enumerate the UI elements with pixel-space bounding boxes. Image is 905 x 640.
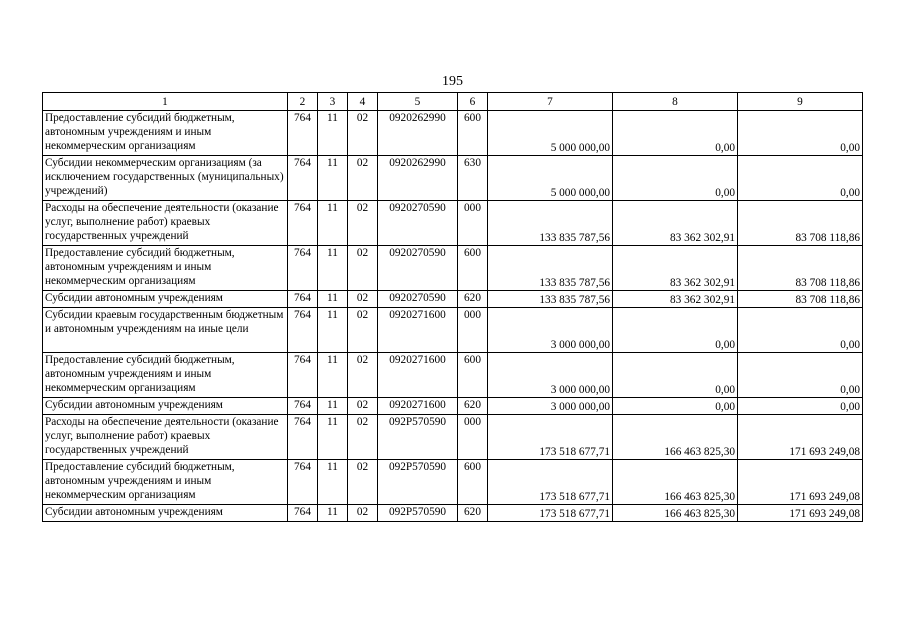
amount-col-9: 171 693 249,08 <box>738 505 863 522</box>
amount-col-7: 5 000 000,00 <box>488 156 613 201</box>
code-target-article: 092P570590 <box>378 415 458 460</box>
code-section: 11 <box>318 505 348 522</box>
code-subsection: 02 <box>348 111 378 156</box>
amount-col-8: 166 463 825,30 <box>613 505 738 522</box>
code-section: 11 <box>318 156 348 201</box>
code-expense-type: 600 <box>458 111 488 156</box>
table-row <box>43 460 863 505</box>
amount-col-7: 3 000 000,00 <box>488 308 613 353</box>
row-description: Субсидии автономным учреждениям <box>43 291 288 308</box>
amount-col-9: 83 708 118,86 <box>738 291 863 308</box>
code-ministry: 764 <box>288 505 318 522</box>
code-ministry: 764 <box>288 398 318 415</box>
amount-col-9: 83 708 118,86 <box>738 246 863 291</box>
code-subsection: 02 <box>348 291 378 308</box>
code-section: 11 <box>318 246 348 291</box>
code-target-article: 0920271600 <box>378 308 458 353</box>
amount-col-8: 0,00 <box>613 398 738 415</box>
code-target-article: 092P570590 <box>378 460 458 505</box>
amount-col-8: 83 362 302,91 <box>613 291 738 308</box>
code-section: 11 <box>318 398 348 415</box>
row-description: Субсидии автономным учреждениям <box>43 505 288 522</box>
code-section: 11 <box>318 291 348 308</box>
budget-table <box>42 92 863 522</box>
code-expense-type: 620 <box>458 505 488 522</box>
amount-col-9: 0,00 <box>738 111 863 156</box>
row-description: Субсидии автономным учреждениям <box>43 398 288 415</box>
amount-col-7: 3 000 000,00 <box>488 353 613 398</box>
row-description: Предоставление субсидий бюджетным, автономным учреждениям и иным некоммерческим организациям <box>43 353 288 398</box>
code-target-article: 0920270590 <box>378 246 458 291</box>
code-subsection: 02 <box>348 156 378 201</box>
code-subsection: 02 <box>348 246 378 291</box>
code-target-article: 0920271600 <box>378 353 458 398</box>
code-expense-type: 630 <box>458 156 488 201</box>
code-expense-type: 620 <box>458 398 488 415</box>
page-number: 195 <box>442 74 463 89</box>
code-expense-type: 600 <box>458 353 488 398</box>
code-expense-type: 600 <box>458 460 488 505</box>
amount-col-8: 83 362 302,91 <box>613 246 738 291</box>
table-row <box>43 111 863 156</box>
amount-col-8: 0,00 <box>613 111 738 156</box>
code-ministry: 764 <box>288 246 318 291</box>
code-ministry: 764 <box>288 111 318 156</box>
table-row <box>43 246 863 291</box>
column-header: 9 <box>738 93 863 111</box>
code-target-article: 0920262990 <box>378 156 458 201</box>
amount-col-8: 83 362 302,91 <box>613 201 738 246</box>
code-section: 11 <box>318 353 348 398</box>
code-section: 11 <box>318 415 348 460</box>
table-row <box>43 308 863 353</box>
amount-col-7: 133 835 787,56 <box>488 291 613 308</box>
amount-col-9: 0,00 <box>738 353 863 398</box>
row-description: Расходы на обеспечение деятельности (оказание услуг, выполнение работ) краевых государственных учреждений <box>43 201 288 246</box>
amount-col-7: 3 000 000,00 <box>488 398 613 415</box>
amount-col-7: 173 518 677,71 <box>488 505 613 522</box>
code-subsection: 02 <box>348 353 378 398</box>
column-header: 1 <box>43 93 288 111</box>
row-description: Предоставление субсидий бюджетным, автономным учреждениям и иным некоммерческим организациям <box>43 111 288 156</box>
table-row <box>43 156 863 201</box>
amount-col-7: 5 000 000,00 <box>488 111 613 156</box>
code-ministry: 764 <box>288 156 318 201</box>
code-target-article: 0920262990 <box>378 111 458 156</box>
table-row <box>43 201 863 246</box>
column-header: 6 <box>458 93 488 111</box>
code-section: 11 <box>318 201 348 246</box>
code-ministry: 764 <box>288 201 318 246</box>
amount-col-7: 133 835 787,56 <box>488 246 613 291</box>
code-subsection: 02 <box>348 201 378 246</box>
code-section: 11 <box>318 111 348 156</box>
code-ministry: 764 <box>288 460 318 505</box>
code-ministry: 764 <box>288 291 318 308</box>
amount-col-9: 171 693 249,08 <box>738 460 863 505</box>
table-row <box>43 353 863 398</box>
code-ministry: 764 <box>288 353 318 398</box>
table-body <box>43 111 863 522</box>
amount-col-8: 0,00 <box>613 353 738 398</box>
column-header: 8 <box>613 93 738 111</box>
code-ministry: 764 <box>288 415 318 460</box>
code-subsection: 02 <box>348 460 378 505</box>
table-row <box>43 398 863 415</box>
amount-col-8: 166 463 825,30 <box>613 415 738 460</box>
row-description: Субсидии краевым государственным бюджетным и автономным учреждениям на иные цели <box>43 308 288 353</box>
row-description: Расходы на обеспечение деятельности (оказание услуг, выполнение работ) краевых государственных учреждений <box>43 415 288 460</box>
code-target-article: 0920271600 <box>378 398 458 415</box>
column-header: 2 <box>288 93 318 111</box>
code-target-article: 0920270590 <box>378 291 458 308</box>
amount-col-7: 173 518 677,71 <box>488 460 613 505</box>
code-section: 11 <box>318 460 348 505</box>
column-header: 7 <box>488 93 613 111</box>
code-expense-type: 000 <box>458 415 488 460</box>
amount-col-7: 173 518 677,71 <box>488 415 613 460</box>
amount-col-7: 133 835 787,56 <box>488 201 613 246</box>
column-header: 3 <box>318 93 348 111</box>
code-subsection: 02 <box>348 415 378 460</box>
column-header: 5 <box>378 93 458 111</box>
code-target-article: 0920270590 <box>378 201 458 246</box>
table-row <box>43 505 863 522</box>
amount-col-9: 0,00 <box>738 156 863 201</box>
code-subsection: 02 <box>348 398 378 415</box>
code-target-article: 092P570590 <box>378 505 458 522</box>
header-row <box>43 93 863 111</box>
code-section: 11 <box>318 308 348 353</box>
column-header: 4 <box>348 93 378 111</box>
amount-col-8: 166 463 825,30 <box>613 460 738 505</box>
amount-col-9: 0,00 <box>738 398 863 415</box>
amount-col-9: 171 693 249,08 <box>738 415 863 460</box>
row-description: Предоставление субсидий бюджетным, автономным учреждениям и иным некоммерческим организациям <box>43 246 288 291</box>
amount-col-8: 0,00 <box>613 156 738 201</box>
row-description: Субсидии некоммерческим организациям (за исключением государственных (муниципальных) учреждений) <box>43 156 288 201</box>
table-row <box>43 415 863 460</box>
code-expense-type: 000 <box>458 201 488 246</box>
table-row <box>43 291 863 308</box>
row-description: Предоставление субсидий бюджетным, автономным учреждениям и иным некоммерческим организациям <box>43 460 288 505</box>
amount-col-9: 0,00 <box>738 308 863 353</box>
code-expense-type: 620 <box>458 291 488 308</box>
amount-col-8: 0,00 <box>613 308 738 353</box>
amount-col-9: 83 708 118,86 <box>738 201 863 246</box>
code-subsection: 02 <box>348 308 378 353</box>
code-ministry: 764 <box>288 308 318 353</box>
code-expense-type: 600 <box>458 246 488 291</box>
code-expense-type: 000 <box>458 308 488 353</box>
code-subsection: 02 <box>348 505 378 522</box>
